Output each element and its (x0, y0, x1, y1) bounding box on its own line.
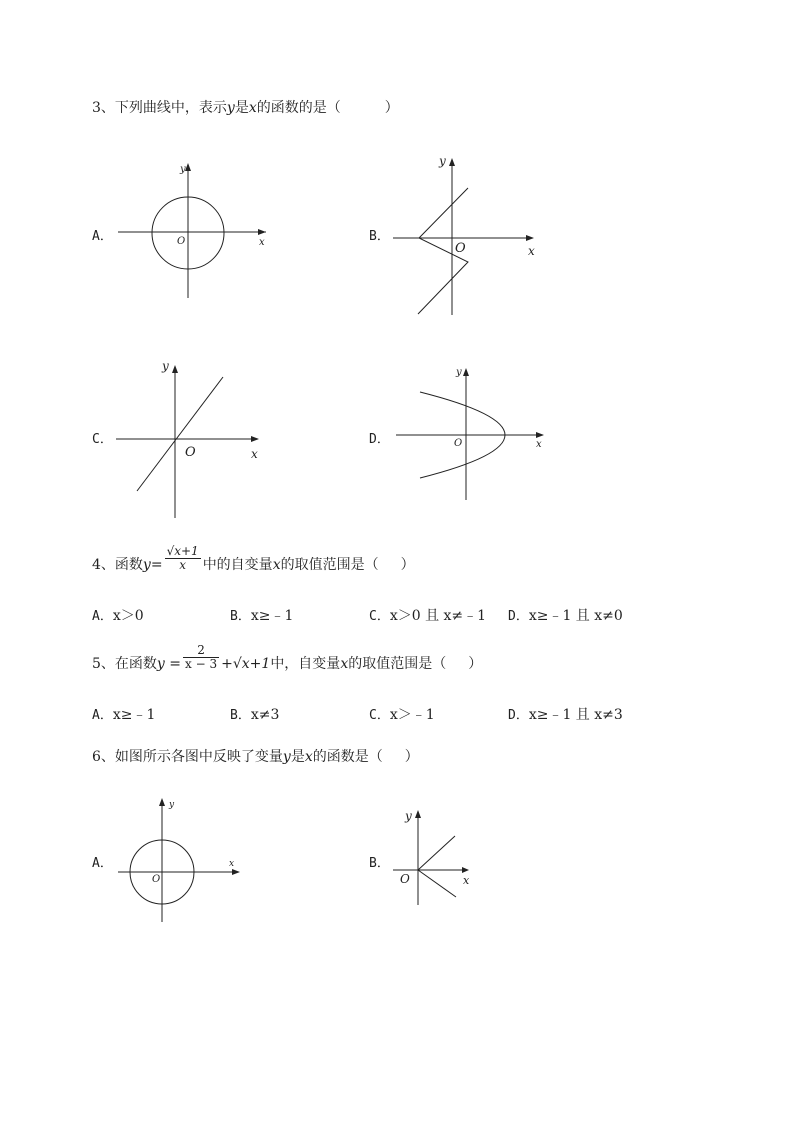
q6b-x-label: x (463, 874, 470, 887)
q4-fraction-numerator: √x+1 (166, 543, 199, 558)
q5-option-b-label: B． (230, 708, 251, 723)
q3a-origin-label: O (177, 236, 186, 247)
q5-option-b-text: x≠3 (250, 707, 280, 723)
q3a-y-label: y (180, 164, 186, 175)
q3d-x-label: x (536, 439, 542, 450)
q6-number: 6、 (92, 749, 115, 765)
q6a-origin-label: O (152, 874, 161, 885)
q4-option-d-label: D． (508, 609, 529, 624)
q5-text-1: 在函数 (114, 656, 157, 672)
q6a-x-label: x (229, 859, 235, 869)
q6-var-y: y (282, 749, 291, 765)
q6-option-b-label: B． (369, 856, 390, 871)
q4-option-a-label: A． (92, 609, 113, 624)
q4-var-x: x (272, 557, 281, 573)
q3-option-c-label: C． (92, 432, 113, 447)
q4-option-a-text: x＞0 (112, 608, 144, 624)
q4-text-1: 函数 (114, 557, 143, 573)
q5-fraction-denominator: x − 3 (185, 656, 218, 671)
q5-number: 5、 (92, 656, 115, 672)
q5-option-c-text: x＞﹣1 (389, 707, 435, 723)
q4-fraction-denominator: x (179, 557, 187, 572)
q5-fraction-numerator: 2 (183, 644, 219, 658)
q5-option-c-label: C． (369, 708, 390, 723)
q6b-lower-ray (418, 870, 456, 897)
q5-option-d-label: D． (508, 708, 529, 723)
q3-option-d-label: D． (369, 432, 390, 447)
q5-option-d-text: x≥﹣1 且 x≠3 (528, 707, 623, 723)
q6-option-a-label: A． (92, 856, 113, 871)
q5-var-x: x (340, 656, 349, 672)
q6-text-2: 是 (290, 749, 305, 765)
q3b-y-label: y (439, 154, 446, 168)
q4-text-2: 中的自变量 (202, 557, 273, 573)
q3-number: 3、 (92, 100, 115, 116)
q4-option-c-text: x＞0 且 x≠﹣1 (389, 608, 487, 624)
q6-var-x: x (304, 749, 313, 765)
q4-var-y: y (142, 557, 151, 573)
q4-option-b-label: B． (230, 609, 251, 624)
q3-text-3: 的函数的是（ (256, 100, 341, 116)
q4-equals: = (150, 557, 163, 573)
q6b-y-arrow (415, 810, 421, 818)
q4-close-paren: ） (400, 557, 415, 573)
q3-close-paren: ） (384, 100, 399, 116)
q6b-x-arrow (462, 867, 469, 873)
q6b-upper-ray (418, 836, 455, 870)
q4-option-b-text: x≥﹣1 (250, 608, 294, 624)
q6a-y-label: y (169, 800, 175, 810)
q3c-origin-label: O (185, 445, 196, 460)
q3-var-y: y (226, 100, 235, 116)
q6b-y-label: y (405, 809, 412, 823)
q3-option-a-label: A． (92, 229, 113, 244)
q4-number: 4、 (92, 557, 115, 573)
q5-option-a-label: A． (92, 708, 113, 723)
q3-text-1: 下列曲线中，表示 (114, 100, 227, 116)
q4-option-d-text: x≥﹣1 且 x≠0 (528, 608, 623, 624)
q3c-x-label: x (251, 447, 258, 461)
q5-text-3: 的取值范围是（ (348, 656, 447, 672)
q6b-origin-label: O (400, 872, 410, 886)
q3a-x-label: x (259, 237, 265, 248)
q5-close-paren: ） (468, 656, 483, 672)
q3d-origin-label: O (454, 438, 463, 449)
q3-text-2: 是 (234, 100, 249, 116)
q6-text-1: 如图所示各图中反映了变量 (114, 749, 283, 765)
q5-option-a-text: x≥﹣1 (112, 707, 156, 723)
q3-option-b-label: B． (369, 229, 390, 244)
q3d-y-label: y (456, 367, 462, 378)
q4-option-c-label: C． (369, 609, 390, 624)
q3b-origin-label: O (455, 241, 466, 256)
q4-text-3: 的取值范围是（ (280, 557, 379, 573)
q6-close-paren: ） (404, 749, 419, 765)
q5-plus: + (221, 656, 233, 672)
q5-root: √x+1 (232, 656, 271, 672)
q3-var-x: x (248, 100, 257, 116)
q3c-y-label: y (162, 359, 169, 373)
q5-text-2: 中，自变量 (270, 656, 341, 672)
q5-lhs: y = (156, 656, 182, 672)
q3b-x-label: x (528, 244, 535, 258)
q6-text-3: 的函数是（ (312, 749, 383, 765)
